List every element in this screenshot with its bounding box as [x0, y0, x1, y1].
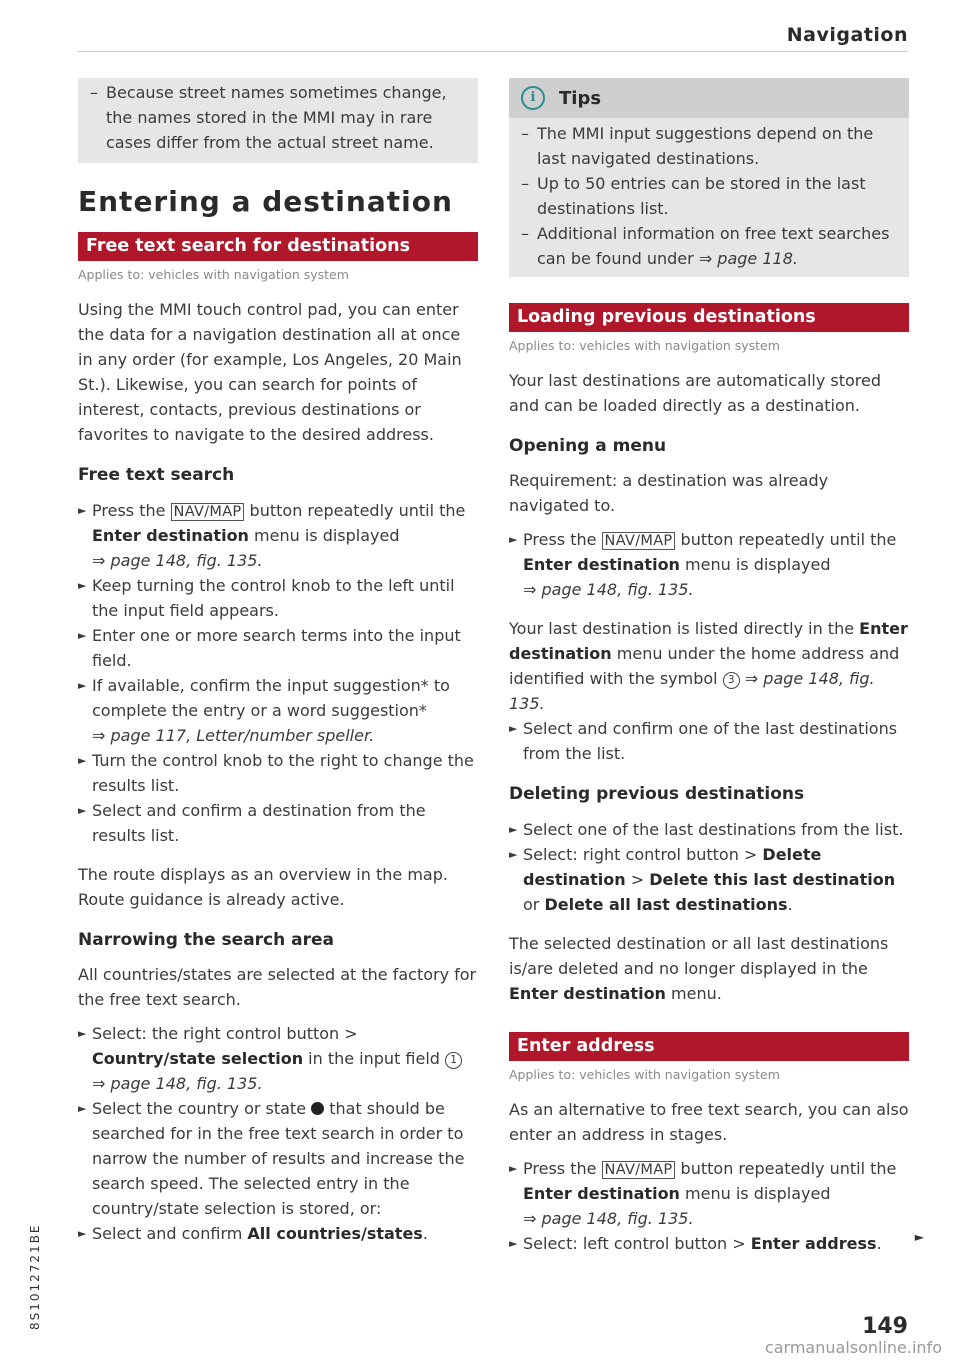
bullet-arrow-icon: ►	[78, 504, 87, 517]
bullet-arrow-icon: ►	[509, 1162, 518, 1175]
step-item: ► Select and confirm a destination from the results list.	[78, 798, 478, 848]
section-title-enter-address: Enter address	[509, 1032, 909, 1061]
bullet-arrow-icon: ►	[509, 1237, 518, 1250]
header-section-title: Navigation	[786, 24, 908, 46]
tip-item: – Up to 50 entries can be stored in the last destinations list.	[521, 174, 866, 218]
subheading-opening-menu: Opening a menu	[509, 436, 667, 456]
step-item: ► Select and confirm All countries/states.	[78, 1221, 478, 1246]
narrowing-paragraph: All countries/states are selected at the factory for the free text search.	[78, 965, 477, 1009]
nav-map-key: NAV/MAP	[602, 1161, 676, 1179]
step-item: ► Select: right control button > Delete destination > Delete this last destination or Delete all last destinations.	[509, 842, 909, 917]
callout-3-icon: 3	[723, 672, 740, 689]
enter-address-intro: As an alternative to free text search, you can also enter an address in stages.	[509, 1100, 909, 1144]
tip-item: – Additional information on free text searches can be found under ⇒ page 118.	[521, 224, 890, 268]
step-item: ► Turn the control knob to the right to change the results list.	[78, 748, 478, 798]
continue-arrow-icon: ►	[914, 1230, 924, 1244]
chapter-heading: Entering a destination	[78, 185, 453, 218]
step-item: ► Select: the right control button > Country/state selection in the input field 1 ⇒ page 148, fig. 135.	[78, 1021, 478, 1096]
info-icon: i	[521, 86, 545, 110]
step-item: ► If available, confirm the input suggestion* to complete the entry or a word suggestion* ⇒ page 117, Letter/number speller.	[78, 673, 478, 748]
applies-note: Applies to: vehicles with navigation system	[509, 1067, 780, 1082]
step-item: ► Enter one or more search terms into the input field.	[78, 623, 478, 673]
nav-map-key: NAV/MAP	[602, 532, 676, 550]
narrowing-steps-list	[78, 1021, 478, 1246]
deleted-paragraph: The selected destination or all last destinations is/are deleted and no longer displayed in the Enter destination menu.	[509, 934, 889, 1003]
bullet-arrow-icon: ►	[78, 629, 87, 642]
subheading-narrowing: Narrowing the search area	[78, 930, 335, 950]
tips-body	[509, 118, 909, 277]
note-item: – Because street names sometimes change, the names stored in the MMI may in rare cases differ from the actual street name.	[90, 83, 447, 152]
page-number: 149	[862, 1314, 908, 1339]
subheading-free-text-search: Free text search	[78, 465, 235, 485]
opening-steps-list	[509, 527, 909, 602]
page-reference[interactable]: ⇒ page 148, fig. 135.	[509, 669, 875, 713]
tips-title: Tips	[559, 87, 602, 109]
steps-list	[78, 498, 478, 848]
note-box	[78, 78, 478, 163]
filled-circle-icon	[311, 1102, 324, 1115]
bullet-arrow-icon: ►	[509, 823, 518, 836]
header-rule	[78, 51, 908, 52]
step-item: ► Select and confirm one of the last destinations from the list.	[509, 716, 909, 766]
page-reference[interactable]: ⇒ page 118.	[698, 249, 798, 268]
step-item: ► Select one of the last destinations from the list.	[509, 817, 909, 842]
bullet-arrow-icon: ►	[509, 722, 518, 735]
page-reference[interactable]: ⇒ page 148, fig. 135.	[92, 551, 263, 570]
intro-paragraph: Using the MMI touch control pad, you can enter the data for a navigation destination all at once in any order (for example, Los Angeles, 20 Main St.). Likewise, you can search for points of interest, contacts, previous destinations or favorites to navigate to the desired address.	[78, 300, 462, 444]
bullet-arrow-icon: ►	[78, 754, 87, 767]
bullet-arrow-icon: ►	[78, 1227, 87, 1240]
result-paragraph: The route displays as an overview in the map. Route guidance is already active.	[78, 865, 448, 909]
page-reference[interactable]: ⇒ page 148, fig. 135.	[523, 1209, 694, 1228]
step-item: ► Press the NAV/MAP button repeatedly until the Enter destination menu is displayed ⇒ page 148, fig. 135.	[509, 1156, 909, 1231]
bullet-arrow-icon: ►	[78, 679, 87, 692]
nav-map-key: NAV/MAP	[171, 503, 245, 521]
watermark: carmanualsonline.info	[764, 1338, 942, 1357]
step-item: ► Select: left control button > Enter address.	[509, 1231, 909, 1256]
last-destination-paragraph: Your last destination is listed directly in the Enter destination menu under the home address and identified with the symbol 3 ⇒ page 148, fig. 135.	[509, 619, 908, 713]
section-title-free-text: Free text search for destinations	[78, 232, 478, 261]
step-item: ► Select the country or state that should be searched for in the free text search in order to narrow the number of results and increase the search speed. The selected entry in the country/state selection is stored, or:	[78, 1096, 478, 1221]
tips-box	[509, 78, 909, 277]
step-item: ► Press the NAV/MAP button repeatedly until the Enter destination menu is displayed ⇒ page 148, fig. 135.	[509, 527, 909, 602]
enter-address-steps	[509, 1156, 909, 1256]
left-column	[78, 78, 478, 1246]
page-reference[interactable]: ⇒ page 117, Letter/number speller.	[92, 726, 375, 745]
subheading-deleting: Deleting previous destinations	[509, 784, 805, 804]
section-title-loading: Loading previous destinations	[509, 303, 909, 332]
bullet-arrow-icon: ►	[509, 848, 518, 861]
deleting-steps-list	[509, 817, 909, 917]
step-item: ► Keep turning the control knob to the left until the input field appears.	[78, 573, 478, 623]
tip-item: – The MMI input suggestions depend on the last navigated destinations.	[521, 124, 874, 168]
page-reference[interactable]: ⇒ page 148, fig. 135.	[92, 1074, 263, 1093]
bullet-arrow-icon: ►	[509, 533, 518, 546]
tips-header	[509, 78, 909, 118]
callout-1-icon: 1	[445, 1052, 462, 1069]
applies-note: Applies to: vehicles with navigation system	[78, 267, 349, 282]
bullet-arrow-icon: ►	[78, 579, 87, 592]
note-text: Because street names sometimes change, the names stored in the MMI may in rare cases differ from the actual street name.	[106, 83, 447, 152]
loading-intro: Your last destinations are automatically stored and can be loaded directly as a destination.	[509, 371, 882, 415]
right-column	[509, 78, 909, 1256]
bullet-arrow-icon: ►	[78, 1027, 87, 1040]
bullet-arrow-icon: ►	[78, 1102, 87, 1115]
requirement-paragraph: Requirement: a destination was already navigated to.	[509, 471, 829, 515]
step-item: ► Press the NAV/MAP button repeatedly until the Enter destination menu is displayed ⇒ page 148, fig. 135.	[78, 498, 478, 573]
bullet-arrow-icon: ►	[78, 804, 87, 817]
document-code: 8S1012721BE	[28, 1223, 42, 1330]
applies-note: Applies to: vehicles with navigation system	[509, 338, 780, 353]
page-reference[interactable]: ⇒ page 148, fig. 135.	[523, 580, 694, 599]
